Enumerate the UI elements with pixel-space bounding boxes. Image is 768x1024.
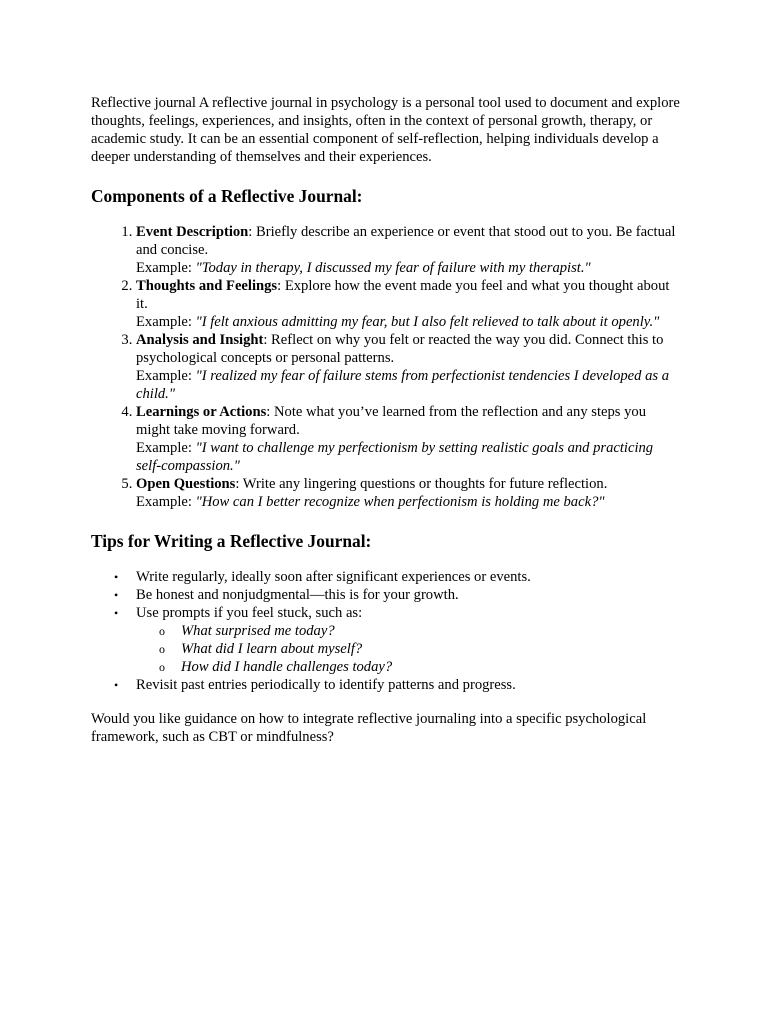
prompt-item: [159, 640, 681, 658]
bullet-icon: •: [114, 588, 119, 602]
component-description: : Briefly describe an experience or event that stood out to you. Be factual and concise.: [136, 224, 676, 258]
tips-list: [91, 568, 681, 694]
component-term: Learnings or Actions: [136, 404, 267, 420]
prompt-item: [159, 658, 681, 676]
component-example: [136, 439, 681, 475]
tip-text: Write regularly, ideally soon after significant experiences or events.: [136, 569, 531, 585]
example-label: Example:: [136, 494, 196, 510]
component-item: [136, 403, 681, 475]
example-quote: "I want to challenge my perfectionism by setting realistic goals and practicing self-compassion.": [136, 440, 654, 474]
prompt-text: What did I learn about myself?: [181, 641, 363, 657]
tip-item: [114, 604, 681, 676]
example-quote: "I realized my fear of failure stems from perfectionist tendencies I developed as a child.": [136, 368, 670, 402]
prompts-list: [136, 622, 681, 676]
bullet-icon: •: [114, 606, 119, 620]
tip-item: [114, 586, 681, 604]
intro-paragraph: Reflective journal A reflective journal in psychology is a personal tool used to document and explore thoughts, feelings, experiences, and insights, often in the context of personal growth, therapy, or academic study. It can be an essential component of self-reflection, helping individuals develop a deeper understanding of themselves and their experiences.: [91, 95, 680, 165]
component-term: Thoughts and Feelings: [136, 278, 278, 294]
bullet-icon: •: [114, 570, 119, 584]
component-description: : Note what you’ve learned from the reflection and any steps you might take moving forward.: [136, 404, 646, 438]
closing-paragraph: Would you like guidance on how to integrate reflective journaling into a specific psychological framework, such as CBT or mindfulness?: [91, 711, 647, 745]
circle-bullet-icon: o: [159, 624, 165, 638]
component-example: [136, 259, 681, 277]
example-label: Example:: [136, 260, 196, 276]
component-term: Analysis and Insight: [136, 332, 264, 348]
component-item: [136, 223, 681, 277]
tip-text: Be honest and nonjudgmental—this is for your growth.: [136, 587, 459, 603]
circle-bullet-icon: o: [159, 642, 165, 656]
example-quote: "Today in therapy, I discussed my fear of failure with my therapist.": [195, 260, 591, 276]
example-label: Example:: [136, 368, 196, 384]
component-term: Open Questions: [136, 476, 236, 492]
example-label: Example:: [136, 440, 196, 456]
example-quote: "I felt anxious admitting my fear, but I also felt relieved to talk about it openly.": [195, 314, 660, 330]
component-description: : Write any lingering questions or thoughts for future reflection.: [235, 476, 608, 492]
document-page: [91, 94, 681, 746]
tip-item: [114, 568, 681, 586]
component-item: [136, 331, 681, 403]
example-quote: "How can I better recognize when perfectionism is holding me back?": [195, 494, 605, 510]
component-example: [136, 313, 681, 331]
components-list: [91, 223, 681, 511]
components-heading: Components of a Reflective Journal:: [91, 186, 363, 206]
prompt-item: [159, 622, 681, 640]
component-example: [136, 367, 681, 403]
bullet-icon: •: [114, 678, 119, 692]
prompt-text: How did I handle challenges today?: [181, 659, 393, 675]
example-label: Example:: [136, 314, 196, 330]
component-description: : Explore how the event made you feel and what you thought about it.: [136, 278, 670, 312]
component-description: : Reflect on why you felt or reacted the way you did. Connect this to psychological concepts or personal patterns.: [136, 332, 664, 366]
component-item: [136, 277, 681, 331]
prompt-text: What surprised me today?: [181, 623, 335, 639]
component-term: Event Description: [136, 224, 249, 240]
component-example: [136, 493, 681, 511]
circle-bullet-icon: o: [159, 660, 165, 674]
component-item: [136, 475, 681, 511]
tips-heading: Tips for Writing a Reflective Journal:: [91, 531, 372, 551]
tip-text: Revisit past entries periodically to identify patterns and progress.: [136, 677, 516, 693]
tip-item: [114, 676, 681, 694]
tip-text: Use prompts if you feel stuck, such as:: [136, 605, 363, 621]
